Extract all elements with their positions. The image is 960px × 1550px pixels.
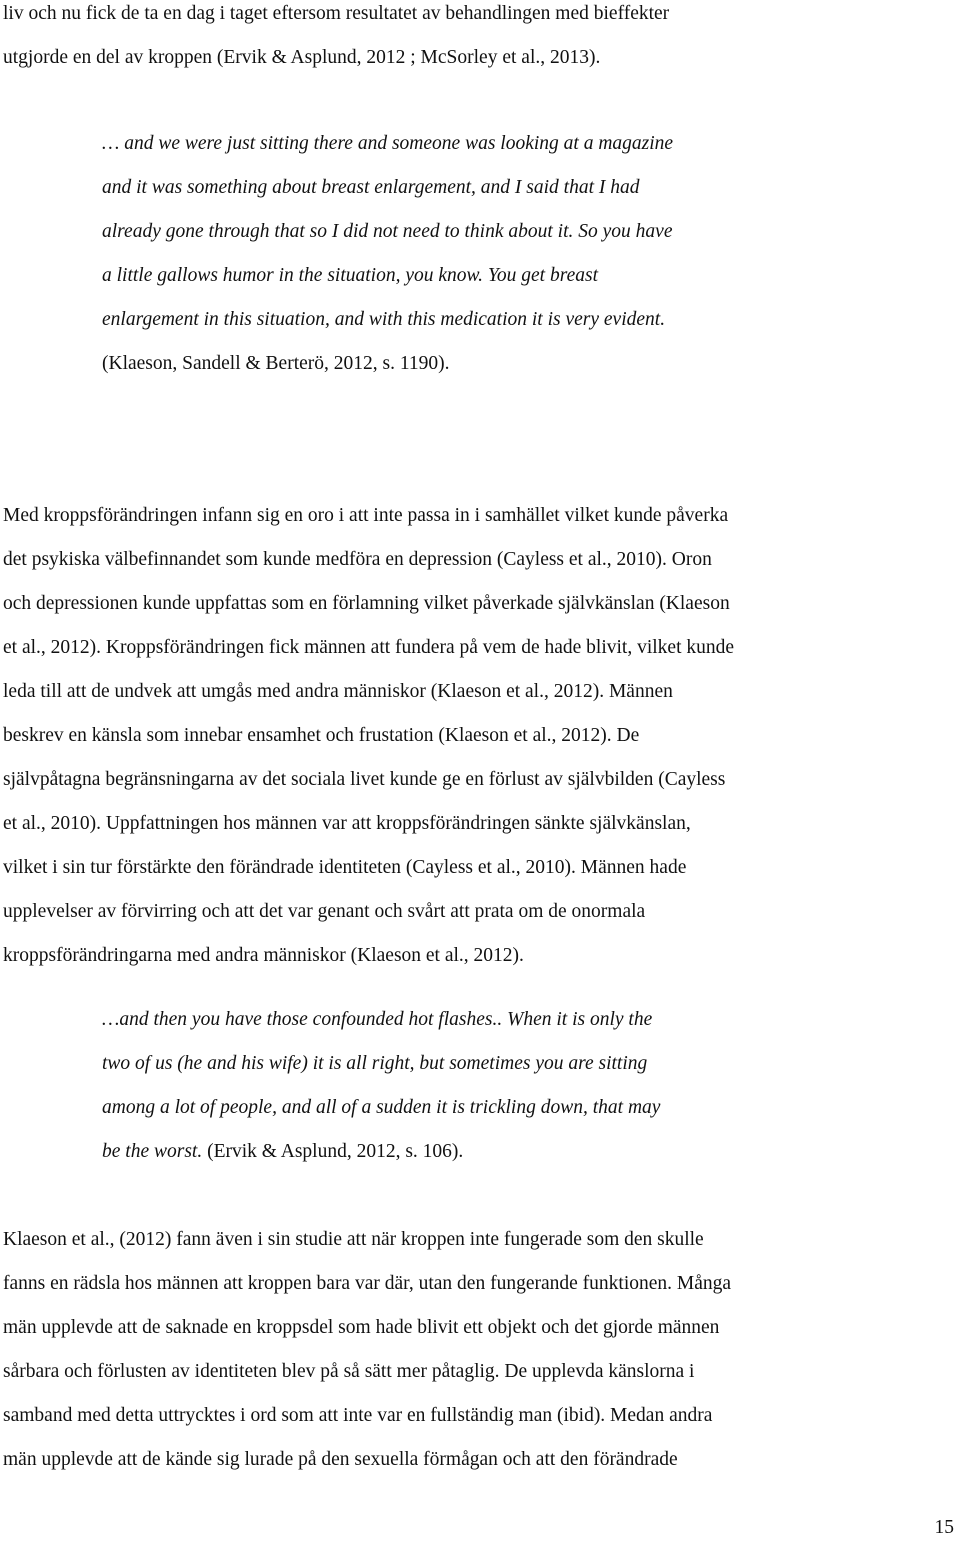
quote-line: and it was something about breast enlargement, and I said that I had	[102, 177, 640, 198]
text-line: och depressionen kunde uppfattas som en förlamning vilket påverkade självkänslan (Klaeson	[3, 593, 730, 614]
text-line: vilket i sin tur förstärkte den förändrade identiteten (Cayless et al., 2010). Männen hade	[3, 857, 687, 878]
text-line: Klaeson et al., (2012) fann även i sin studie att när kroppen inte fungerade som den skulle	[3, 1229, 704, 1250]
text-line: självpåtagna begränsningarna av det sociala livet kunde ge en förlust av självbilden (Cayless	[3, 769, 726, 790]
text-line: liv och nu fick de ta en dag i taget eftersom resultatet av behandlingen med bieffekter	[3, 3, 670, 24]
text-line: et al., 2012). Kroppsförändringen fick männen att fundera på vem de hade blivit, vilket kunde	[3, 637, 735, 658]
quote-citation: (Klaeson, Sandell & Berterö, 2012, s. 1190).	[102, 353, 450, 374]
text-line: män upplevde att de saknade en kroppsdel som hade blivit ett objekt och det gjorde männen	[3, 1317, 720, 1338]
quote-line: already gone through that so I did not need to think about it. So you have	[102, 221, 673, 242]
block-quote-2	[102, 998, 862, 1174]
text-line: et al., 2010). Uppfattningen hos männen var att kroppsförändringen sänkte självkänslan,	[3, 813, 691, 834]
text-line: upplevelser av förvirring och att det var genant och svårt att prata om de onormala	[3, 901, 646, 922]
intro-paragraph	[3, 0, 958, 80]
quote-line: two of us (he and his wife) it is all right, but sometimes you are sitting	[102, 1053, 648, 1074]
quote-line: …and then you have those confounded hot flashes.. When it is only the	[102, 1009, 653, 1030]
text-line: det psykiska välbefinnandet som kunde medföra en depression (Cayless et al., 2010). Oron	[3, 549, 712, 570]
quote-last-line-italic: be the worst.	[102, 1141, 203, 1162]
page-number: 15	[934, 1517, 954, 1538]
body-paragraph-3	[3, 1218, 958, 1482]
quote-line: a little gallows humor in the situation, you know. You get breast	[102, 265, 598, 286]
quote-citation: (Ervik & Asplund, 2012, s. 106).	[202, 1141, 464, 1162]
quote-line: enlargement in this situation, and with this medication it is very evident.	[102, 309, 666, 330]
quote-line: among a lot of people, and all of a sudden it is trickling down, that may	[102, 1097, 661, 1118]
text-line: män upplevde att de kände sig lurade på den sexuella förmågan och att den förändrade	[3, 1449, 678, 1470]
text-line: kroppsförändringarna med andra människor (Klaeson et al., 2012).	[3, 945, 524, 966]
quote-last-line	[102, 1130, 862, 1174]
text-line: fanns en rädsla hos männen att kroppen bara var där, utan den fungerande funktionen. Många	[3, 1273, 732, 1294]
text-line: utgjorde en del av kroppen (Ervik & Asplund, 2012 ; McSorley et al., 2013).	[3, 47, 601, 68]
text-line: sårbara och förlusten av identiteten blev på så sätt mer påtaglig. De upplevda känslorna i	[3, 1361, 695, 1382]
text-line: samband med detta uttrycktes i ord som att inte var en fullständig man (ibid). Medan andra	[3, 1405, 713, 1426]
text-line: Med kroppsförändringen infann sig en oro i att inte passa in i samhället vilket kunde påverka	[3, 505, 729, 526]
block-quote-1	[102, 122, 862, 386]
body-paragraph-2	[3, 494, 958, 978]
quote-line: … and we were just sitting there and someone was looking at a magazine	[102, 133, 674, 154]
text-line: leda till att de undvek att umgås med andra människor (Klaeson et al., 2012). Männen	[3, 681, 673, 702]
text-line: beskrev en känsla som innebar ensamhet och frustation (Klaeson et al., 2012). De	[3, 725, 640, 746]
